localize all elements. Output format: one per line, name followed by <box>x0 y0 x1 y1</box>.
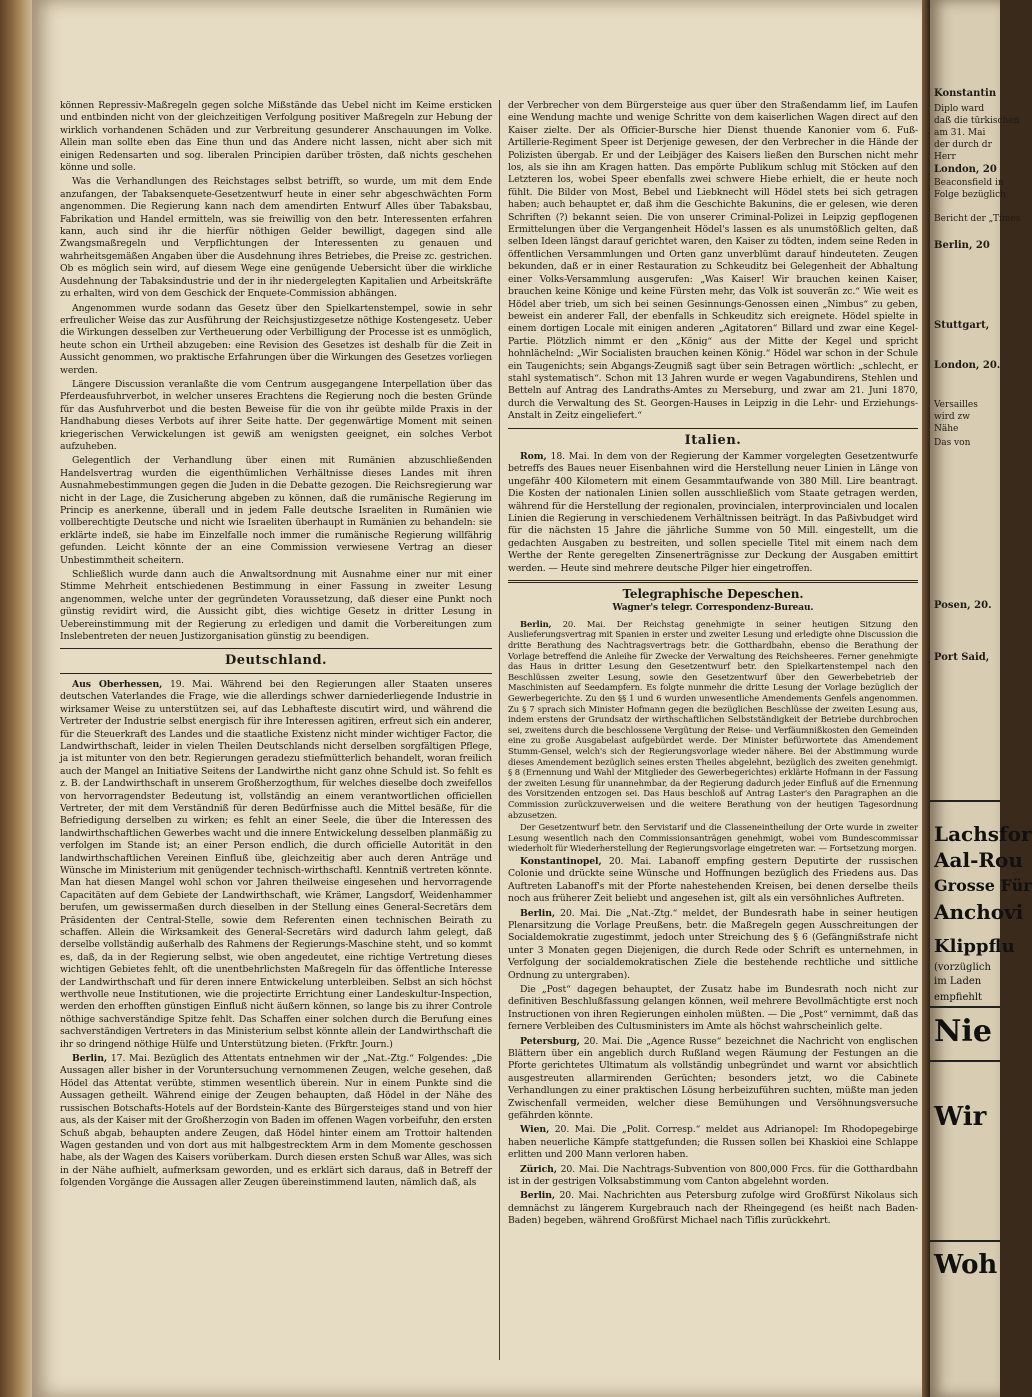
telegram <box>508 908 918 982</box>
dispatch-place: Berlin, <box>72 1053 108 1065</box>
fragment: der durch dr <box>934 140 992 150</box>
telegram-date: 20. Mai. <box>559 1190 599 1202</box>
fragment: Berlin, 20 <box>934 240 990 251</box>
fragment: Versailles <box>934 400 978 410</box>
fragment: Das von <box>934 438 971 448</box>
dispatch-place: Rom, <box>520 450 547 462</box>
ad-text: Lachsfor <box>934 822 1032 846</box>
telegram-date: 20. Mai. <box>560 1163 600 1175</box>
fragment: Stuttgart, <box>934 320 990 331</box>
ad-divider <box>930 1006 1000 1008</box>
telegram-date: 20. Mai. <box>554 1124 596 1136</box>
section-title-telegraph: Telegraphische Depeschen. <box>622 587 804 602</box>
telegraph-subtitle: Wagner's telegr. Correspondenz-Bureau. <box>612 603 814 614</box>
paragraph: der Verbrecher von dem Bürgersteige aus quer über den Straßendamm lief, im Laufen eine Wendung machte und wenige Schritte von dem kaiserlichen Wagen direct auf den Kaiser zielte. Der als Officier-Bursche hier Dienst thuende Kanonier vom 6. Fuß-Artillerie-Regiment Speer ist Derjenige gewesen, der den Verbrecher in die Hände der Polizisten übergab. Er und der Leibjäger des Kaisers ließen den Burschen nicht mehr los, als sie ihn am Kragen hatten. Das empörte Publikum schlug mit Stöcken auf den Letzteren los, wobei Speer ebenfalls zwei schwere Hiebe erhielt, die er heute noch fühlt. Die Bilder von Most, Bebel und Liebknecht will Hödel stets bei sich getragen haben; auch behauptet er, daß ihm die Geschichte Bakunins, die er gelesen, wie deren Schriften (?) bekannt seien. Die von unserer Criminal-Polizei in Leipzig gepflogenen Ermittelungen über die Vergangenheit Hödel's lassen es als unumstößlich gelten, daß selben Ideen längst darauf gerichtet waren, den Kaiser zu tödten, indem seine Reden in öffentlichen Versammlungen und Orten ganz unverblümt darauf hindeuteten. Zeugen bekunden, daß er in einer Restauration zu Schkeuditz bei Gelegenheit der Abhaltung einer Volks-Versammlung ausgerufen: „Was Kaiser! Wir brauchen keinen Kaiser, brauchen keine Könige und keine Fürsten mehr, das Volk ist souverän zc.“ Wie weit es Hödel aber trieb, um sich bei seinen Gesinnungs-Genossen einen „Nimbus“ zu geben, beweist ein anderer Fall, der ebenfalls in Schkeuditz sich ereignete. Hödel spielte in einem dortigen Locale mit einigen anderen „Agitatoren“ Billard und zwar eine Kegel-Partie. Plötzlich nimmt er den „König“ aus der Mitte der Kegel und spricht hohnlächelnd: „Wir Socialisten brauchen keinen König.“ Hödel war schon in der Schule ein Taugenichts; sein Abgangs-Zeugniß sagt über sein Betragen wörtlich: „schlecht, er stahl systematisch“. Schon mit 13 Jahren wurde er wegen Vagabundirens, Stehlen und Betteln auf Antrag des Landraths-Amtes zu Merseburg, und zwar am 21. Juni 1870, durch die Verwaltung des St. Georgen-Hauses in Leipzig in die Lehr- und Erziehungs-Anstalt in Zeitz eingeliefert.“ <box>508 100 918 422</box>
telegram-place: Berlin, <box>520 907 556 919</box>
ad-text: Wir <box>934 1102 987 1132</box>
section-title-deutschland: Deutschland. <box>224 653 328 669</box>
telegram <box>508 619 918 820</box>
ad-text: Klippflu <box>934 936 1015 957</box>
divider <box>508 428 918 429</box>
telegram <box>508 1164 918 1189</box>
paragraph: Längere Discussion veranlaßte die vom Centrum ausgegangene Interpellation über das Pferdeausfuhrverbot, in welcher unseres Erachtens die Regierung noch die besten Gründe für das Ausfuhrverbot und die besten Beweise für die von ihr geübte milde Praxis in der Handhabung dieses Verbots auf ihrer Seite hatte. Der gegenwärtige Moment mit seinen kriegerischen Verwickelungen ist gewiß am wenigsten geeignet, ein solches Verbot aufzuheben. <box>60 378 492 452</box>
paragraph: Gelegentlich der Verhandlung über einen mit Rumänien abzuschließenden Handelsvertrag wurden die eigenthümlichen Verhältnisse dieses Landes mit ihren Ausnahmebestimmungen gegen die Juden in die Debatte gezogen. Die Reichsregierung war nicht in der Lage, die Zusicherung abgeben zu können, daß die rumänische Regierung im Princip es anerkenne, überall und in jedem Falle deutsche Israeliten in Rumänien wie vollberechtigte Deutsche und nicht wie Israeliten überhaupt in Rumänien zu behandeln: sie erklärte indeß, sie habe im Einzelfalle noch immer die rumänische Regierung willfährig gefunden. Leicht könnte der an eine Commission verwiesene Vertrag an dieser Unbestimmtheit scheitern. <box>60 455 492 566</box>
telegram <box>508 856 918 906</box>
dispatch-date: 17. Mai. <box>110 1053 150 1065</box>
ad-text: Woh <box>934 1250 998 1280</box>
telegram <box>508 1190 918 1227</box>
telegram-text: Die Nachtrags-Subvention von 800,000 Frcs. für die Gotthardbahn ist in der gestrigen Volksabstimmung vom Canton abgelehnt worden. <box>508 1163 918 1188</box>
fragment: Bericht der „Times <box>934 214 1021 224</box>
fragment: Diplo ward <box>934 104 985 114</box>
telegram-list <box>508 619 918 1228</box>
telegram-date: 20. Mai. <box>583 1035 623 1047</box>
paragraph: können Repressiv-Maßregeln gegen solche Mißstände das Uebel nicht im Keime ersticken und entbinden nicht von der gleichzeitigen Verfolgung positiver Maßregeln zur Hebung der wirklich vorhandenen Schäden und zur Verbreitung gesunderer Anschauungen im Volke. Allein man sollte eben das Eine thun und das Andere nicht lassen, nicht aber sich mit einigen Redensarten und sog. liberalen Principien darüber trösten, daß nichts geschehen könne und solle. <box>60 100 492 174</box>
ad-text: empfiehlt <box>934 992 983 1003</box>
ad-divider <box>930 800 1000 802</box>
right-column <box>508 100 918 1230</box>
ad-text: Nie <box>934 1014 992 1049</box>
fragment: Posen, 20. <box>934 600 992 611</box>
telegram-place: Konstantinopel, <box>520 855 602 867</box>
telegram-place: Zürich, <box>520 1163 557 1175</box>
fragment: London, 20 <box>934 164 997 175</box>
telegram <box>508 1124 918 1161</box>
dispatch <box>60 1053 492 1189</box>
fragment: am 31. Mai <box>934 128 986 138</box>
fragment: daß die türkischen <box>934 116 1020 126</box>
dispatch <box>508 451 918 575</box>
telegram-date: 20. Mai. <box>560 907 601 919</box>
divider <box>60 648 492 649</box>
telegram-place: Berlin, <box>520 1190 556 1202</box>
telegram-place: Petersburg, <box>520 1035 580 1047</box>
fragment: Port Said, <box>934 652 990 663</box>
dispatch-place: Aus Oberhessen, <box>72 678 163 690</box>
ad-text: Anchovi <box>934 900 1024 924</box>
fragment: Nähe <box>934 424 959 434</box>
ad-text: (vorzüglich <box>934 962 991 973</box>
fragment: wird zw <box>934 412 970 422</box>
telegram-date: 20. Mai. <box>562 618 606 629</box>
telegram-text: Die „Post“ dagegen behauptet, der Zusatz habe im Bundesrath noch nicht zur definitiven Beschlußfassung gelangen können, weil mehrere Bevollmächtigte erst noch Instructionen von ihren Regierungen einholen müßten. — Die „Post“ vernimmt, daß das fernere Verbleiben des Cultusministers im Amte als höchst wahrscheinlich gelte. <box>508 983 918 1033</box>
section-title-italien: Italien. <box>684 432 742 448</box>
dispatch-text: Während bei den Regierungen aller Staaten unseres deutschen Vaterlandes die Frage, wie die allerdings schwer darniederliegende Industrie in wirksamer Weise zu unterstützen sei, auf das Lebhafteste discutirt wird, und während die Vertreter der Industrie selbst energisch für ihre Interessen agitiren, erfreut sich ein anderer, für die Steuerkraft des Landes und die staatliche Existenz nicht minder wichtiger Factor, die Landwirthschaft, leider in vielen Theilen Deutschlands nicht derselben sorgfältigen Pflege, ja ist mitunter von den betr. Regierungen geradezu stiefmütterlich behandelt, woran freilich auch der Mangel an Initiative Seitens der Landwirthe nicht ganz ohne Schuld ist. So fehlt es z. B. der Landwirthschaft in unserem Großherzogthum, für welches dieselbe doch zweifellos von hervorragendster Bedeutung ist, vollständig an einem verantwortlichen officiellen Vertreter, der mit dem Verständniß für deren Bedürfnisse auch die Mittel besäße, für die Befriedigung derselben zu wirken; es fehlt an einer Seele, die über die Interessen des landwirthschaftlichen Gewerbes wacht und die innere Entwickelung desselben planmäßig zu verfolgen im Stande ist; an einer Person endlich, die durch officielle Autorität in den landwirthschaftlichen Vereinen Einfluß übe, gleichzeitig aber auch deren Anträge und Wünsche im Ministerium mit genügender technisch-wirthschaftl. Kenntniß vertreten könnte. Man hat diesen Mangel wohl schon vor Jahren theilweise eingesehen und hervorragende Capacitäten auf dem Gebiete der Landwirthschaft, wie Krämer, Langsdorf, Weidenhammer berufen, um gewissermaßen durch dieselben in der Stellung eines General-Secretärs dem Präsidenten der Central-Stelle, sowie dem Referenten einen technischen Beirath zu schaffen. Allein die Wirksamkeit des General-Secretärs wird dadurch lahm gelegt, daß derselbe vollständig außerhalb des Rahmens der Regierungs-Maschine steht, und so kommt es, daß, da in der Regierung selbst, wie oben angedeutet, eine richtige Vertretung dieses wichtigen Gebietes fehlt, oft die unentbehrlichsten Maßregeln für das öffentliche Interesse der Landwirthschaft und für deren innere Entwickelung unterbleiben. Selbst an sich höchst werthvolle neue Institutionen, wie die projectirte Errichtung einer Landeskultur-Inspection, werden den erhofften günstigen Einfluß nicht äußern können, so lange bis zu ihrer Controle nöthige sachverständige Spitze fehlt. Das Schaffen einer solchen durch die Berufung eines sachverständigen Vertreters in das Ministerium selbst könnte allein der Landwirthschaft die ihr so dringend nöthige Hülfe und Unterstützung bieten. (Frkftr. Journ.) <box>60 678 492 1050</box>
telegram-text: Labanoff empfing gestern Deputirte der russischen Colonie und drückte seine Wünsche und Hoffnungen bezüglich des Friedens aus. Das Auftreten Labanoff's mit der Pforte nahestehenden Kreisen, bei denen derselbe theils noch aus früherer Zeit beliebt und angesehen ist, gilt als ein versöhnliches Auftreten. <box>508 855 919 905</box>
book-spine <box>0 0 32 1397</box>
dispatch-date: 19. Mai. <box>169 678 213 690</box>
fragment: Herr <box>934 152 956 162</box>
telegram <box>508 1036 918 1123</box>
adjacent-page-edge <box>930 0 1032 1397</box>
divider <box>60 673 492 674</box>
paragraph: Was die Verhandlungen des Reichstages selbst betrifft, so wurde, um mit dem Ende anzufangen, der Tabaksenquete-Gesetzentwurf heute in einer sehr abgeschwächten Form angenommen. Die Regierung kann nach dem amendirten Entwurf Alles über Tabaksbau, Fabrikation und Handel ermitteln, was sie freiwillig von den betr. Interessenten erfahren kann, auch sind ihr die hierfür nöthigen Gelder bewilligt, dagegen sind alle Zwangsmaßregeln und Verpflichtungen der Interessenten zu genauen und wahrheitsgemäßen Angaben über die Ausdehnung ihres Betriebes, die Preise zc. gestrichen. Ob es möglich sein wird, auf diesem Wege eine genügende Uebersicht über die wirkliche Ausdehnung der Tabaksindustrie und der in ihr niedergelegten Kapitalien und Arbeitskräfte zu erhalten, wird von dem Geschick der Enquete-Commission abhängen. <box>60 176 492 300</box>
column-rule <box>499 100 500 1360</box>
left-column <box>60 100 492 1192</box>
telegram-text: Die „Nat.-Ztg.“ meldet, der Bundesrath habe in seiner heutigen Plenarsitzung die Vorlage Preußens, betr. die Maßregeln gegen Ausschreitungen der Socialdemokratie zugestimmt, jedoch unter Streichung des § 6 (Gefängnißstrafe nicht unter 3 Monaten gegen Diejenigen, die durch Rede oder Schrift es unternehmen, in Verfolgung der socialdemokratischen Ziele die bestehende rechtliche und sittliche Ordnung zu untergraben). <box>508 907 918 981</box>
paragraph: Angenommen wurde sodann das Gesetz über den Spielkartenstempel, sowie in sehr erfreulicher Weise das zur Ausführung der Reichsjustizgesetze nöthige Kostengesetz. Ueber die Wirkungen desselben zur Vertheuerung oder Verbilligung der Processe ist es unmöglich, heute schon ein Urtheil abzugeben: eine Revision des Gesetzes ist deshalb für die Zeit in Aussicht genommen, wo praktische Erfahrungen über die Wirkungen des Gesetzes vorliegen werden. <box>60 302 492 376</box>
divider <box>508 580 918 583</box>
dispatch-text: Bezüglich des Attentats entnehmen wir der „Nat.-Ztg.“ Folgendes: „Die Aussagen aller bisher in der Voruntersuchung vernommenen Zeugen, welche gesehen, daß Hödel das Attentat verübte, stimmen wesentlich überein. Nur in einem Punkte sind die Aussagen getheilt. Während einige der Zeugen behaupten, daß Hödel in der Nähe des russischen Botschafts-Hotels auf der Bordstein-Kante des Bürgersteiges stand und von hier aus, als der Kaiser mit der Großherzogin von Baden im offenen Wagen vorbeifuhr, den ersten Schuß abgab, behaupten andere Zeugen, daß Hödel hinter einem am Trottoir haltenden Wagen gestanden und von dort aus mit halbgestrecktem Arm in dem Momente geschossen habe, als der Wagen des Kaisers vorüberkam. Durch diesen ersten Schuß war Alles, was sich in der Nähe aufhielt, aufmerksam geworden, und es erklärt sich daraus, daß in Betreff der folgenden Vorgänge die Aussagen aller Zeugen übereinstimmend lauten, nämlich daß, als <box>60 1053 493 1189</box>
fragment: London, 20. <box>934 360 1001 371</box>
telegram-text: Nachrichten aus Petersburg zufolge wird Großfürst Nikolaus sich demnächst zu längerem Kurgebrauch nach der Rheingegend (es heißt nach Baden-Baden) begeben, während Großfürst Michael nach Tiflis zurückkehrt. <box>508 1190 918 1227</box>
ad-divider <box>930 1060 1000 1062</box>
telegram-text: Der Gesetzentwurf betr. den Servistarif und die Classeneintheilung der Orte wurde in zweiter Lesung wesentlich nach den Commissionsanträgen genehmigt, wobei vom Bundescommissar wiederholt für Wiederherstellung der Regierungsvorlage eingetreten war. — Fortsetzung morgen. <box>508 822 918 854</box>
fragment: Beaconsfield in <box>934 178 1004 188</box>
telegram <box>508 822 918 854</box>
ad-text: Grosse Für <box>934 876 1032 895</box>
telegram-place: Berlin, <box>520 618 552 629</box>
dispatch-date: 18. Mai. <box>550 450 590 462</box>
fragment: Folge bezüglich <box>934 190 1006 200</box>
ad-text: Aal-Rou <box>934 848 1023 872</box>
dispatch-text: In dem von der Regierung der Kammer vorgelegten Gesetzentwurfe betreffs des Baues neuer Eisenbahnen wird die Herstellung neuer Linien in Länge von ungefähr 400 Kilometern mit einem Gesammtaufwande von 380 Mill. Lire beantragt. Die Kosten der nationalen Linien sollen ausschließlich vom Staate getragen werden, während für die Herstellung der regionalen, provincialen, interprovincialen und localen Linien die Regierung in verschiedenem Verhältnissen beiträgt. In das Paßivbudget wird für die nächsten 15 Jahre die jährliche Summe von 50 Mill. eingestellt, um die gedachten Ausgaben zu bestreiten, und sollen specielle Titel mit einem nach dem Werthe der Rente geregelten Zinsenerträgnisse zur Deckung der Ausgaben emittirt werden. — Heute sind mehrere deutsche Pilger hier eingetroffen. <box>508 450 919 574</box>
dispatch <box>60 679 492 1051</box>
telegram-place: Wien, <box>520 1124 550 1136</box>
ad-divider <box>930 1240 1000 1242</box>
telegram-date: 20. Mai. <box>608 855 652 867</box>
telegram <box>508 984 918 1034</box>
ad-text: im Laden <box>934 976 982 987</box>
paragraph: Schließlich wurde dann auch die Anwaltsordnung mit Ausnahme einer nur mit einer Stimme Mehrheit entschiedenen Bestimmung in einer Fassung in zweiter Lesung angenommen, welche unter der gegründeten Voraussetzung, daß dieser eine Punkt noch günstig revidirt wird, die Aussicht gibt, dies wichtige Gesetz in dritter Lesung in Uebereinstimmung mit der Regierung zu erledigen und damit die Vorbereitungen zum Inslebentreten der neuen Justizorganisation günstig zu beendigen. <box>60 569 492 643</box>
telegram-text: Die „Agence Russe“ bezeichnet die Nachricht von englischen Blättern über ein angeblich durch Rußland wegen Räumung der Festungen an die Pforte gerichtetes Ultimatum als vollständig unbegründet und warnt vor absichtlich ausgestreuten allarmirenden Gerüchten; besonders jetzt, wo die Cabinete Verhandlungen zu einer praktischen Lösung herbeizuführen suchten, müßte man jeden Zwischenfall vermeiden, welcher diese Bemühungen und Versöhnungsversuche gefährden könnte. <box>508 1035 919 1122</box>
fragment: Konstantin <box>934 88 997 99</box>
telegram-text: Die „Polit. Corresp.“ meldet aus Adrianopel: Im Rhodopegebirge haben neuerliche Kämpfe stattgefunden; die Russen sollen bei Khaskioi eine Schlappe erlitten und 200 Mann verloren haben. <box>508 1124 919 1161</box>
telegram-text: Der Reichstag genehmigte in seiner heutigen Sitzung den Auslieferungsvertrag mit Spanien in erster und zweiter Lesung und erledigte ohne Discussion die dritte Berathung des Nachtragsvertrags betr. die Gotthardbahn, ebenso die Berathung der Vorlage betreffend die Anleihe für Zwecke der Verwaltung des Reichsheeres. Ferner genehmigte das Haus in dritter Lesung den Gesetzentwurf betr. den Spielkartenstempel nach den Beschlüssen zweiter Lesung, sowie den Gesetzentwurf über den Gewerbebetrieb der Maschinisten auf Seedampfern. Es folgte nunmehr die dritte Lesung der Vorlage bezüglich der Gewerbegerichte. Zu den §§ 1 und 6 wurden unwesentliche Amendements Genfels angenommen. Zu § 7 sprach sich Minister Hofmann gegen die bezüglichen Beschlüsse der zweiten Lesung aus, indem erstens der Grundsatz der wirthschaftlichen Selbstständigkeit der Betriebe durchbrochen sei, zweitens durch die beschlossene Vergütung der Reise- und Verfäumnißkosten den Gemeinden eine zu große Ausgabelast aufgebürdet werde. Der Minister befürwortete das Amendement Stumm-Gensel, welch's sich der Regierungsvorlage wieder nähere. Bei der Abstimmung wurde dieses Amendement bezüglich seines ersten Theiles abgelehnt, bezüglich des zweiten genehmigt. § 8 (Ernennung und Wahl der Mitglieder des Gewerbegerichtes) erklärte Hofmann in der Fassung der zweiten Lesung für unannehmbar, da der Regierung dadurch jeder Einfluß auf die Ernennung des Vorsitzenden entzogen sei. Das Haus beschloß auf Antrag Laster's den Paragraphen an die Commission zurückzuverweisen und die weitere Berathung von der heutigen Tagesordnung abzusetzen. <box>508 618 919 820</box>
